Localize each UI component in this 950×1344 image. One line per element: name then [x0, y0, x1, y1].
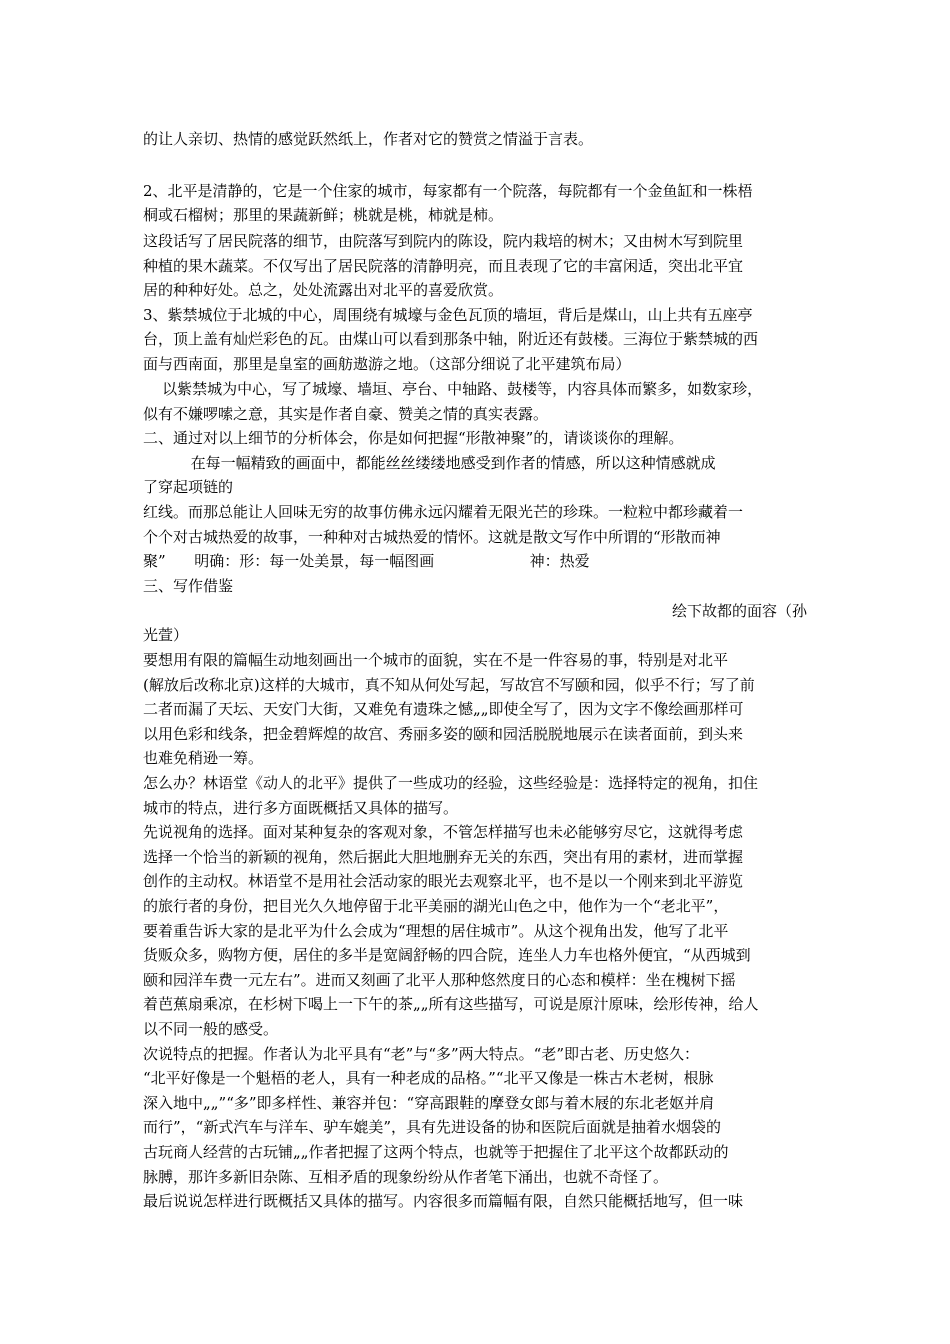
- section-heading: 二、通过对以上细节的分析体会，你是如何把握“形散神聚”的，请谈谈你的理解。: [143, 429, 684, 447]
- text-line: 古玩商人经营的古玩铺„„作者把握了这两个特点，也就等于把握住了北平这个故都跃动的: [143, 1143, 729, 1161]
- text-line: 二者而漏了天坛、天安门大街，又难免有遗珠之憾„„即使全写了，因为文字不像绘画那样可: [143, 700, 744, 718]
- text-line: 而行”，“新式汽车与洋车、驴车媲美”，具有先进设备的协和医院后面就是抽着水烟袋的: [143, 1118, 722, 1136]
- text-line: 也难免稍逊一筹。: [143, 749, 264, 767]
- text-line: 以不同一般的感受。: [143, 1020, 279, 1038]
- text-line: 要想用有限的篇幅生动地刻画出一个城市的面貌，实在不是一件容易的事，特别是对北平: [143, 651, 729, 669]
- text-line: 光萱）: [143, 626, 189, 644]
- text-line: 3、紫禁城位于北城的中心，周围绕有城壕与金色瓦顶的墙垣，背后是煤山，山上共有五座亭: [143, 306, 753, 324]
- text-line: “北平好像是一个魁梧的老人，具有一种老成的品格。”“北平又像是一株古木老树，根脉: [143, 1069, 714, 1087]
- text-line: 居的种种好处。总之，处处流露出对北平的喜爱欣赏。: [143, 281, 504, 299]
- text-line: 创作的主动权。林语堂不是用社会活动家的眼光去观察北平，也不是以一个刚来到北平游览: [143, 872, 744, 890]
- text-line: 以用色彩和线条，把金碧辉煌的故宫、秀丽多姿的颐和园活脱脱地展示在读者面前，到头来: [143, 725, 744, 743]
- text-line: 着芭蕉扇乘凉，在杉树下喝上一下午的茶„„所有这些描写，可说是原汁原味，绘形传神，给人: [143, 995, 759, 1013]
- text-line: 2、北平是清静的，它是一个住家的城市，每家都有一个院落，每院都有一个金鱼缸和一株梧: [143, 182, 753, 200]
- text-line: 聚” 明确：形：每一处美景，每一幅图画 神：热爱: [143, 552, 590, 570]
- text-line: 颐和园洋车费一元左右”。进而又刻画了北平人那种悠然度日的心态和模样：坐在槐树下摇: [143, 971, 736, 989]
- text-line: 桐或石榴树；那里的果蔬新鲜；桃就是桃，柿就是柿。: [143, 206, 504, 224]
- text-line: 先说视角的选择。面对某种复杂的客观对象，不管怎样描写也未必能够穷尽它，这就得考虑: [143, 823, 744, 841]
- text-line: 货贩众多，购物方便，居住的多半是宽阔舒畅的四合院，连坐人力车也格外便宜，“从西城到: [143, 946, 751, 964]
- text-line: 选择一个恰当的新颖的视角，然后据此大胆地删弃无关的东西，突出有用的素材，进而掌握: [143, 848, 744, 866]
- text-line: (解放后改称北京)这样的大城市，真不知从何处写起，写故宫不写颐和园，似乎不行；写了前: [143, 676, 755, 694]
- text-line: 的让人亲切、热情的感觉跃然纸上，作者对它的赞赏之情溢于言表。: [143, 130, 594, 148]
- text-line: 面与西南面，那里是皇室的画舫遨游之地。（这部分细说了北平建筑布局）: [143, 355, 631, 373]
- text-line: 红线。而那总能让人回味无穷的故事仿佛永远闪耀着无限光芒的珍珠。一粒粒中都珍藏着一: [143, 503, 744, 521]
- text-line: 次说特点的把握。作者认为北平具有“老”与“多”两大特点。“老”即古老、历史悠久：: [143, 1045, 700, 1063]
- text-line: 种植的果木蔬菜。不仅写出了居民院落的清静明亮，而且表现了它的丰富闲适，突出北平宜: [143, 257, 744, 275]
- text-line: 城市的特点，进行多方面既概括又具体的描写。: [143, 799, 459, 817]
- text-line: 个个对古城热爱的故事，一种种对古城热爱的情怀。这就是散文写作中所谓的“形散而神: [143, 528, 721, 546]
- text-line: 脉膊，那许多新旧杂陈、互相矛盾的现象纷纷从作者笔下涌出，也就不奇怪了。: [143, 1168, 669, 1186]
- text-line: 深入地中„„”“多”即多样性、兼容并包：“穿高跟鞋的摩登女郎与着木屐的东北老妪并肩: [143, 1094, 715, 1112]
- text-line: 怎么办？林语堂《动人的北平》提供了一些成功的经验，这些经验是：选择特定的视角，扣住: [143, 774, 759, 792]
- section-heading: 三、写作借鉴: [143, 577, 234, 595]
- text-line: 这段话写了居民院落的细节，由院落写到院内的陈设，院内栽培的树木；又由树木写到院里: [143, 232, 744, 250]
- text-line: 台，顶上盖有灿烂彩色的瓦。由煤山可以看到那条中轴，附近还有鼓楼。三海位于紫禁城的西: [143, 330, 759, 348]
- text-line: 以紫禁城为中心，写了城壕、墙垣、亭台、中轴路、鼓楼等，内容具体而繁多，如数家珍，: [143, 380, 763, 398]
- text-line: 似有不嫌啰嗦之意，其实是作者自豪、赞美之情的真实表露。: [143, 405, 549, 423]
- article-title: 绘下故都的面容（孙: [671, 602, 807, 620]
- text-line: 了穿起项链的: [143, 478, 234, 496]
- text-line: 在每一幅精致的画面中，都能丝丝缕缕地感受到作者的情感，所以这种情感就成: [143, 454, 716, 472]
- text-line: 最后说说怎样进行既概括又具体的描写。内容很多而篇幅有限，自然只能概括地写，但一味: [143, 1192, 744, 1210]
- text-line: 的旅行者的身份，把目光久久地停留于北平美丽的湖光山色之中，他作为一个“老北平”，: [143, 897, 729, 915]
- text-line: 要着重告诉大家的是北平为什么会成为“理想的居住城市”。从这个视角出发，他写了北平: [143, 922, 729, 940]
